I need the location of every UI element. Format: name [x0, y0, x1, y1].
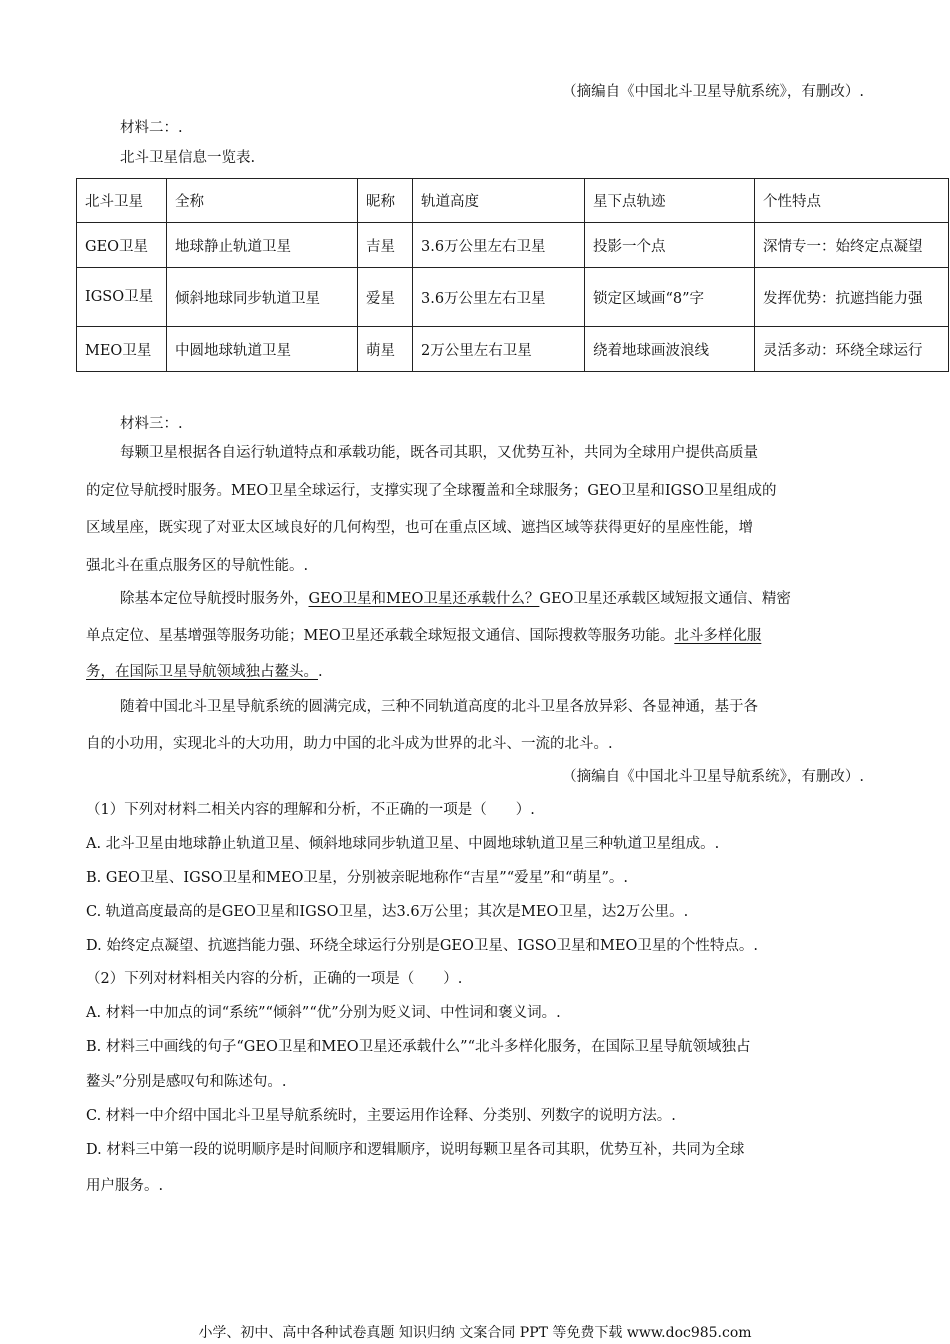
- footer-note: 小学、初中、高中各种试卷真题 知识归纳 文案合同 PPT 等免费下载 www.doc985.com: [198, 1325, 752, 1341]
- q2-option-a: A. 材料一中加点的词“系统”“倾斜”“优”分别为贬义词、中性词和褒义词。.: [86, 1005, 561, 1021]
- table-cell: 2万公里左右卫星: [413, 327, 585, 372]
- table-cell: MEO卫星: [77, 327, 167, 372]
- table-cell: 爱星: [358, 268, 413, 327]
- table-cell: 深情专一：始终定点凝望: [755, 223, 949, 268]
- header-cell: 个性特点: [755, 179, 949, 223]
- table-cell: 萌星: [358, 327, 413, 372]
- text-run: 单点定位、星基增强等服务功能；MEO卫星还承载全球短报文通信、国际搜救等服务功能。: [86, 628, 675, 644]
- table-cell: 绕着地球画波浪线: [585, 327, 755, 372]
- paragraph-line: 强北斗在重点服务区的导航性能。.: [86, 558, 309, 574]
- text-run: .: [318, 664, 323, 680]
- q1-option-d: D. 始终定点凝望、抗遮挡能力强、环绕全球运行分别是GEO卫星、IGSO卫星和MEO卫星的个性特点。.: [86, 938, 758, 954]
- paragraph-line: [86, 662, 323, 682]
- underlined-question: GEO卫星和MEO卫星还承载什么？: [308, 591, 540, 607]
- table-cell: GEO卫星: [77, 223, 167, 268]
- underlined-sentence: 北斗多样化服: [674, 628, 762, 644]
- q2-option-b: B. 材料三中画线的句子“GEO卫星和MEO卫星还承载什么”“北斗多样化服务，在国际卫星导航领域独占: [86, 1039, 751, 1055]
- q1-option-a: A. 北斗卫星由地球静止轨道卫星、倾斜地球同步轨道卫星、中圆地球轨道卫星三种轨道卫星组成。.: [86, 836, 720, 852]
- header-cell: 轨道高度: [413, 179, 585, 223]
- table-cell: 投影一个点: [585, 223, 755, 268]
- text-run: GEO卫星还承载区域短报文通信、精密: [539, 591, 791, 607]
- table-cell: 灵活多动：环绕全球运行: [755, 327, 949, 372]
- source-note-2: （摘编自《中国北斗卫星导航系统》，有删改）.: [562, 769, 864, 785]
- question-2-stem: （2）下列对材料相关内容的分析，正确的一项是（ ）.: [86, 971, 463, 987]
- header-cell: 昵称: [358, 179, 413, 223]
- table-row: [77, 268, 949, 327]
- table-cell: 3.6万公里左右卫星: [413, 268, 585, 327]
- q1-option-c: C. 轨道高度最高的是GEO卫星和IGSO卫星，达3.6万公里；其次是MEO卫星，达2万公里。.: [86, 904, 689, 920]
- q1-option-b: B. GEO卫星、IGSO卫星和MEO卫星，分别被亲昵地称作“吉星”“爱星”和“萌星”。.: [86, 870, 628, 886]
- q2-option-d-cont: 用户服务。.: [86, 1178, 164, 1194]
- q2-option-d: D. 材料三中第一段的说明顺序是时间顺序和逻辑顺序，说明每颗卫星各司其职，优势互补，共同为全球: [86, 1142, 745, 1158]
- q2-option-b-cont: 鳌头”分别是感叹句和陈述句。.: [86, 1074, 287, 1090]
- table-cell: 吉星: [358, 223, 413, 268]
- table-cell: 中圆地球轨道卫星: [167, 327, 358, 372]
- paragraph-line: 区域星座，既实现了对亚太区域良好的几何构型，也可在重点区域、遮挡区域等获得更好的星座性能，增: [86, 520, 753, 536]
- question-1-stem: （1）下列对材料二相关内容的理解和分析，不正确的一项是（ ）.: [86, 802, 535, 818]
- table-cell: 地球静止轨道卫星: [167, 223, 358, 268]
- paragraph-line: [120, 589, 791, 609]
- satellite-table: [76, 178, 949, 372]
- table-row: [77, 327, 949, 372]
- paragraph-line: 每颗卫星根据各自运行轨道特点和承载功能，既各司其职，又优势互补，共同为全球用户提供高质量: [120, 445, 758, 461]
- header-cell: 星下点轨迹: [585, 179, 755, 223]
- text-run: 除基本定位导航授时服务外，: [120, 591, 309, 607]
- table-row: [77, 223, 949, 268]
- table-cell: IGSO卫星: [77, 268, 167, 327]
- paragraph-line: 自的小功用，实现北斗的大功用，助力中国的北斗成为世界的北斗、一流的北斗。.: [86, 736, 613, 752]
- paragraph-line: 的定位导航授时服务。MEO卫星全球运行，支撑实现了全球覆盖和全球服务；GEO卫星和IGSO卫星组成的: [86, 483, 777, 499]
- header-cell: 北斗卫星: [77, 179, 167, 223]
- table-header-row: [77, 179, 949, 223]
- source-note-1: （摘编自《中国北斗卫星导航系统》，有删改）.: [562, 84, 864, 100]
- material3-label: 材料三：.: [120, 416, 183, 432]
- table-cell: 锁定区域画“8”字: [585, 268, 755, 327]
- table-cell: 发挥优势：抗遮挡能力强: [755, 268, 949, 327]
- table-caption: 北斗卫星信息一览表.: [120, 150, 256, 166]
- table-cell: 倾斜地球同步轨道卫星: [167, 268, 358, 327]
- paragraph-line: [86, 626, 761, 646]
- material2-label: 材料二：.: [120, 120, 183, 136]
- underlined-sentence: 务，在国际卫星导航领域独占鳌头。: [86, 664, 318, 680]
- header-cell: 全称: [167, 179, 358, 223]
- q2-option-c: C. 材料一中介绍中国北斗卫星导航系统时，主要运用作诠释、分类别、列数字的说明方法。.: [86, 1108, 676, 1124]
- paragraph-line: 随着中国北斗卫星导航系统的圆满完成，三种不同轨道高度的北斗卫星各放异彩、各显神通，基于各: [120, 699, 758, 715]
- table-cell: 3.6万公里左右卫星: [413, 223, 585, 268]
